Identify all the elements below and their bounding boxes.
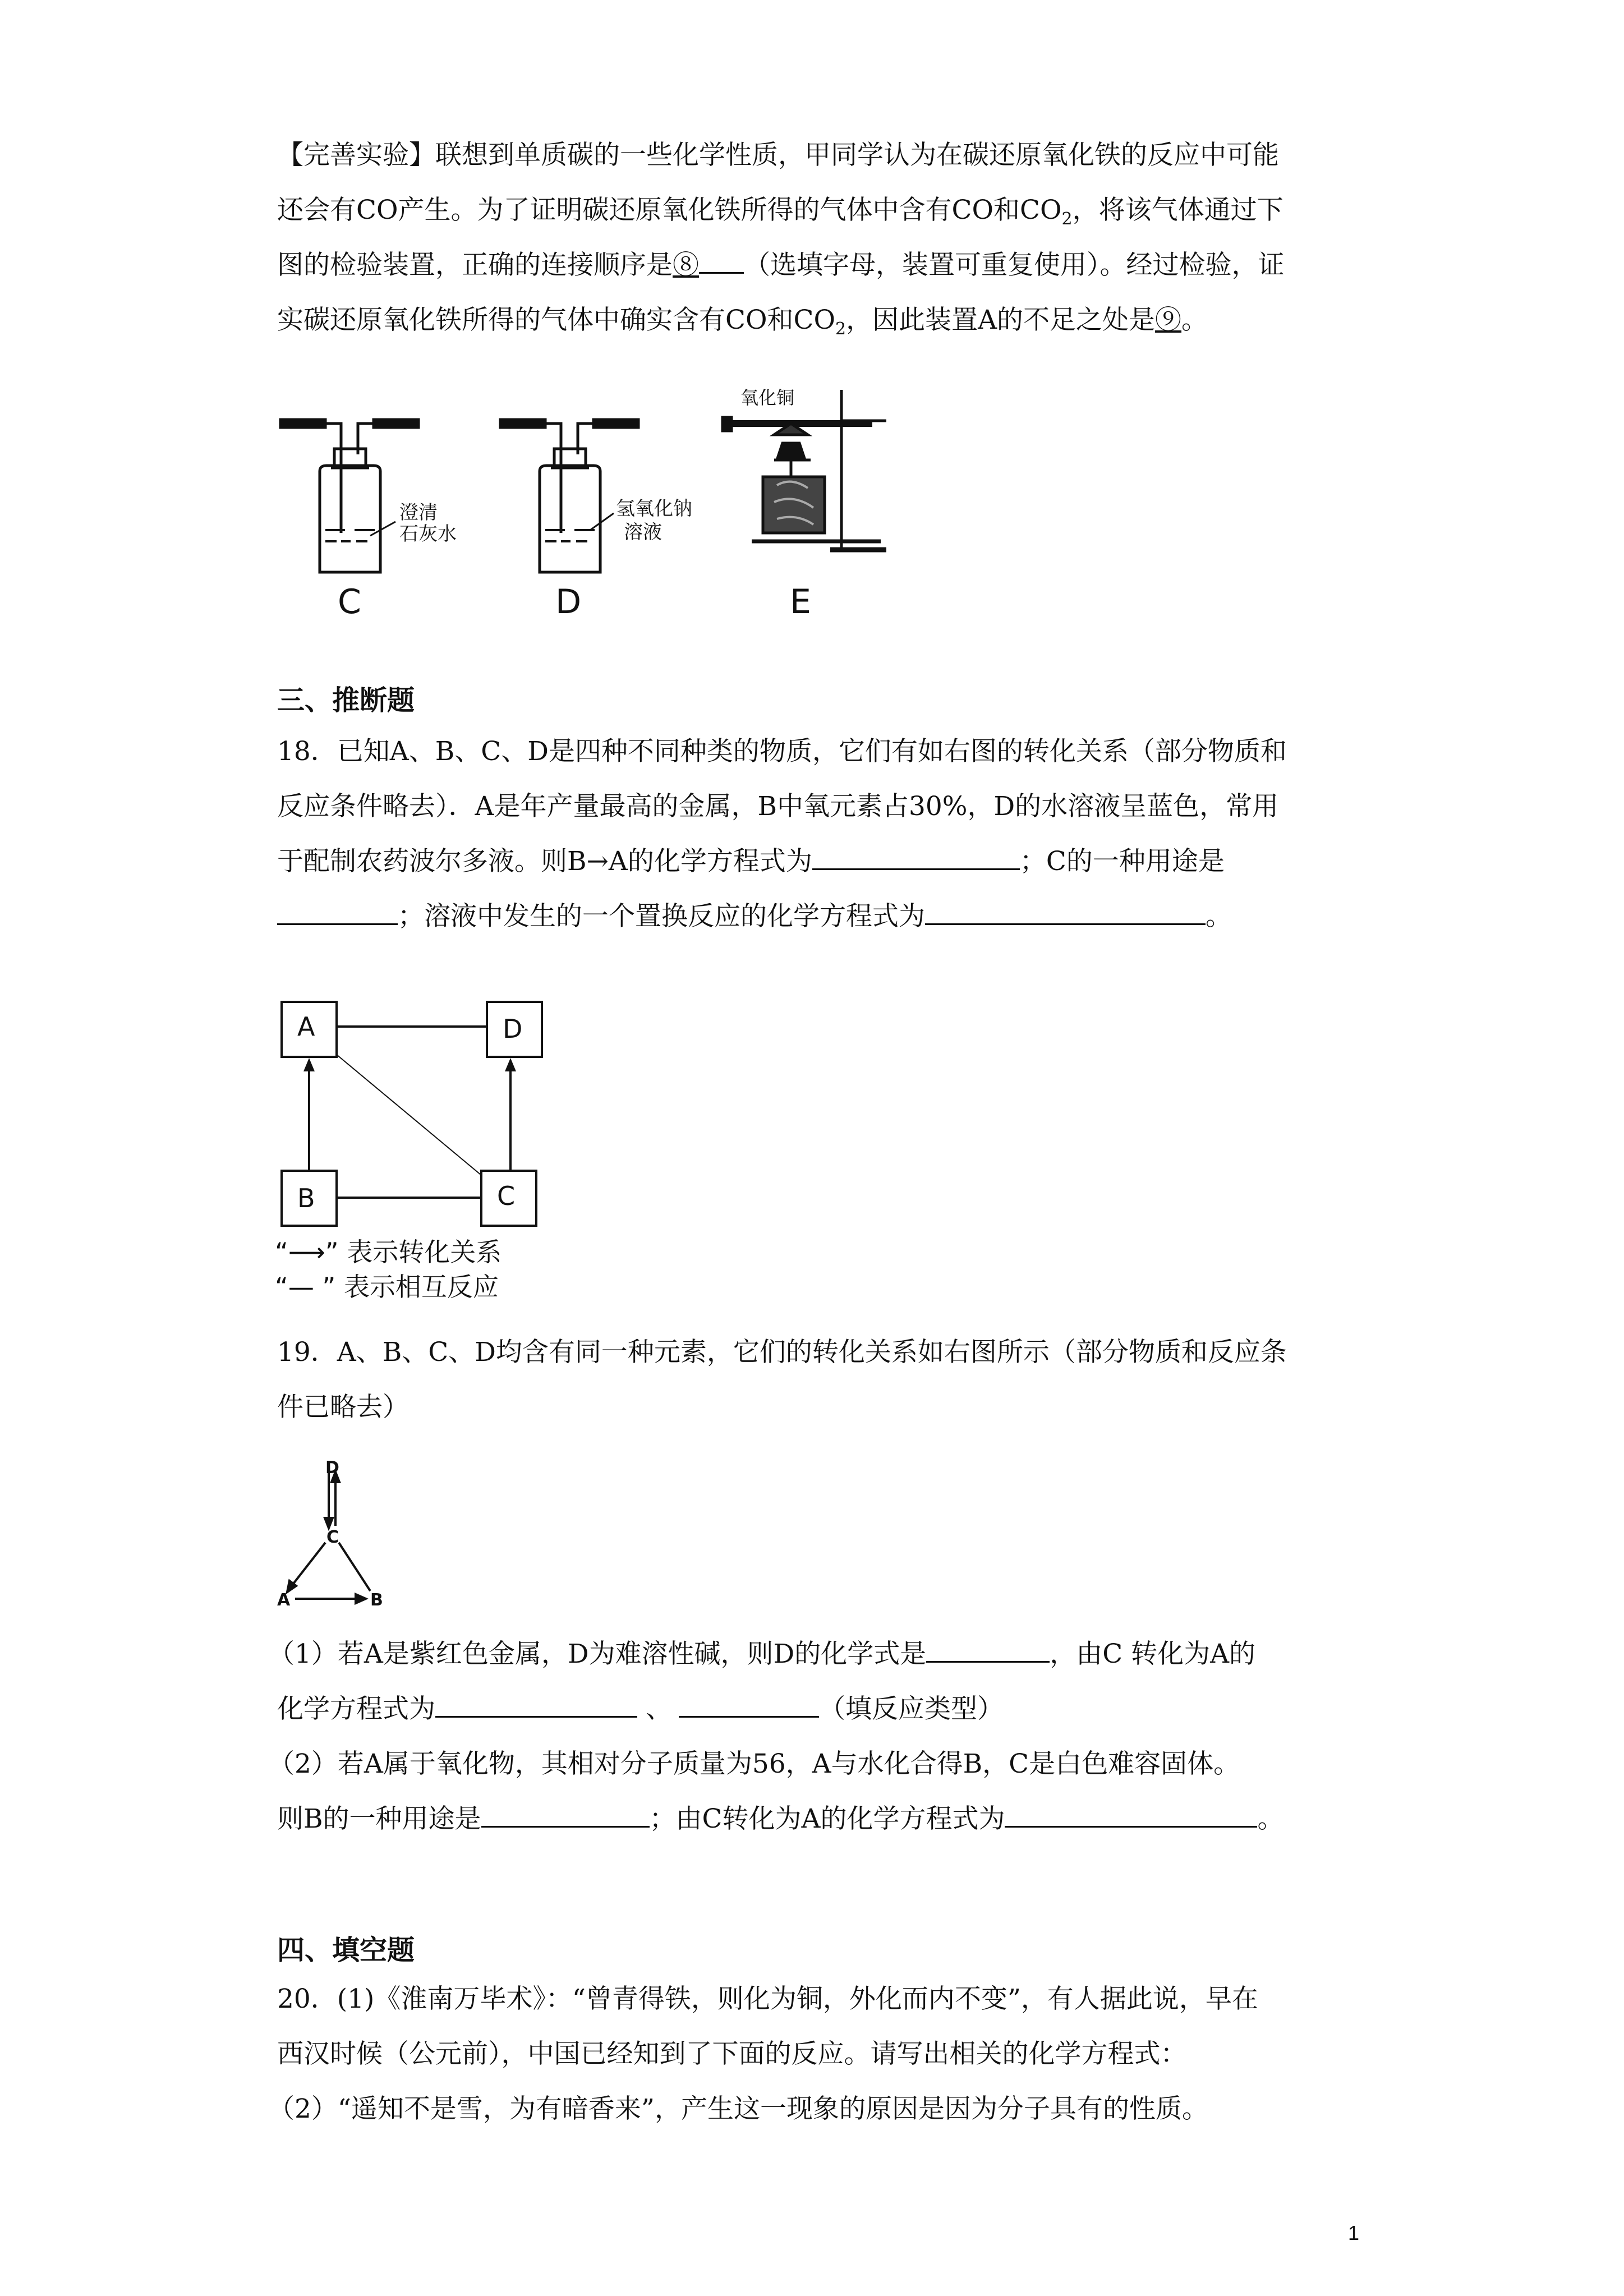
section-4-heading: 四、填空题 — [277, 1934, 415, 1966]
q18-line-4-text: ；溶液中发生的一个置换反应的化学方程式为 — [398, 901, 925, 932]
wash-bottle-c — [280, 420, 418, 572]
q19-blank-formula — [926, 1635, 1050, 1663]
q19-part2-end: 。 — [1257, 1803, 1284, 1834]
q19-part2-line-2 — [268, 1792, 1351, 1847]
e-label-text: 氧化铜 — [740, 387, 795, 408]
label-d: D — [555, 582, 582, 622]
q19-part1-sep: 、 — [637, 1694, 672, 1724]
node-c-label: C — [497, 1181, 516, 1211]
d-label-text-2: 溶液 — [624, 521, 662, 544]
apparatus-figure — [275, 381, 903, 628]
experiment-line-4-end: 。 — [1181, 305, 1208, 335]
question-20 — [268, 1972, 1360, 2137]
q18-line-3-text: 于配制农药波尔多液。则B→A的化学方程式为 — [277, 846, 812, 877]
q19-part1-text: （1）若A是紫红色金属，D为难溶性碱，则D的化学式是 — [268, 1639, 927, 1669]
experiment-line-1: 【完善实验】联想到单质碳的一些化学性质，甲同学认为在碳还原氧化铁的反应中可能 — [277, 140, 1279, 171]
page-number: 1 — [1347, 2221, 1359, 2244]
q19-part2-line-1: （2）若A属于氧化物，其相对分子质量为56，A与水化合得B，C是白色难容固体。 — [268, 1749, 1240, 1779]
q19-diagram — [269, 1458, 404, 1610]
node19-a: A — [277, 1590, 291, 1610]
q18-diagram — [275, 993, 589, 1307]
experiment-line-2 — [277, 183, 1360, 238]
heating-tube-e — [723, 390, 886, 550]
node19-d: D — [325, 1458, 339, 1478]
experiment-line-4 — [277, 293, 1360, 348]
experiment-line-3-text: 图的检验装置，正确的连接顺序是 — [277, 250, 673, 280]
node-b-label: B — [297, 1183, 315, 1213]
experiment-line-2-text: 还会有CO产生。为了证明碳还原氧化铁所得的气体中含有CO和CO — [277, 195, 1062, 226]
experiment-line-4-text: 实碳还原氧化铁所得的气体中确实含有CO和CO — [277, 305, 835, 335]
experiment-line-2-text-b: ，将该气体通过下 — [1072, 195, 1283, 226]
q20-line-3: （2）“遥知不是雪，为有暗香来”，产生这一现象的原因是因为分子具有的性质。 — [268, 2093, 1208, 2124]
q18-line-1: 18．已知A、B、C、D是四种不同种类的物质，它们有如右图的转化关系（部分物质和 — [277, 736, 1287, 767]
q19-blank-equation — [435, 1690, 637, 1718]
subscript-2: 2 — [1061, 209, 1073, 229]
q19-line-1: 19．A、B、C、D均含有同一种元素，它们的转化关系如右图所示（部分物质和反应条 — [277, 1337, 1287, 1368]
q19-blank-equation-2 — [1005, 1800, 1257, 1828]
answer-blank-8 — [699, 246, 744, 274]
q18-line-3 — [277, 834, 1360, 889]
experiment-paragraph — [277, 128, 1360, 348]
legend-transform: “⟶” 表示转化关系 — [275, 1237, 502, 1267]
subscript-2b: 2 — [835, 319, 846, 339]
experiment-line-3-text-b: （选填字母，装置可重复使用）。经过检验，证 — [744, 250, 1285, 280]
q20-line-2: 西汉时候（公元前），中国已经知到了下面的反应。请写出相关的化学方程式： — [277, 2039, 1187, 2069]
q18-blank-equation — [812, 843, 1020, 870]
answer-mark-9: ⑨ — [1155, 305, 1182, 335]
q19-part1-line-1 — [268, 1627, 1351, 1682]
q19-part1-text-b: ，由C 转化为A的 — [1050, 1639, 1256, 1669]
question-19 — [277, 1325, 1360, 1435]
q19-blank-type — [679, 1690, 819, 1718]
q18-blank-displacement — [925, 898, 1206, 925]
q19-part2-text: 则B的一种用途是 — [277, 1803, 481, 1834]
q18-line-2: 反应条件略去）．A是年产量最高的金属，B中氧元素占30%，D的水溶液呈蓝色，常用 — [277, 791, 1279, 822]
question-19-parts — [268, 1627, 1351, 1847]
q18-blank-use — [277, 898, 398, 925]
question-18 — [277, 724, 1360, 944]
q18-line-4-end: 。 — [1206, 901, 1232, 932]
q19-blank-use — [481, 1800, 650, 1828]
experiment-line-3 — [277, 238, 1360, 293]
q18-line-3-text-b: ；C的一种用途是 — [1019, 846, 1225, 877]
c-label-text-1: 澄清 — [399, 501, 438, 524]
q19-part1-line-2-text: 化学方程式为 — [277, 1694, 435, 1724]
label-e: E — [790, 582, 811, 622]
node-d-label: D — [503, 1014, 523, 1044]
wash-bottle-d — [500, 420, 638, 572]
q19-part1-line-2 — [268, 1682, 1351, 1737]
c-label-text-2: 石灰水 — [399, 523, 457, 545]
section-3-heading: 三、推断题 — [277, 684, 415, 716]
answer-mark-8: ⑧ — [673, 250, 699, 280]
node19-c: C — [326, 1527, 339, 1547]
label-c: C — [338, 582, 361, 622]
legend-react: “— ” 表示相互反应 — [275, 1272, 499, 1302]
node-a-label: A — [297, 1011, 315, 1042]
q18-line-4 — [277, 889, 1360, 944]
q19-part1-hint: （填反应类型） — [818, 1694, 1004, 1724]
node19-b: B — [370, 1590, 383, 1610]
q19-line-2: 件已略去） — [277, 1392, 409, 1423]
experiment-line-4-text-b: ，因此装置A的不足之处是 — [846, 305, 1156, 335]
d-label-text-1: 氢氧化钠 — [616, 498, 692, 520]
q19-part2-text-b: ；由C转化为A的化学方程式为 — [649, 1803, 1005, 1834]
edge-a-c — [337, 1055, 481, 1175]
q20-line-1: 20．(1)《淮南万毕术》：“曾青得铁，则化为铜，外化而内不变”，有人据此说，早在 — [277, 1984, 1258, 2014]
